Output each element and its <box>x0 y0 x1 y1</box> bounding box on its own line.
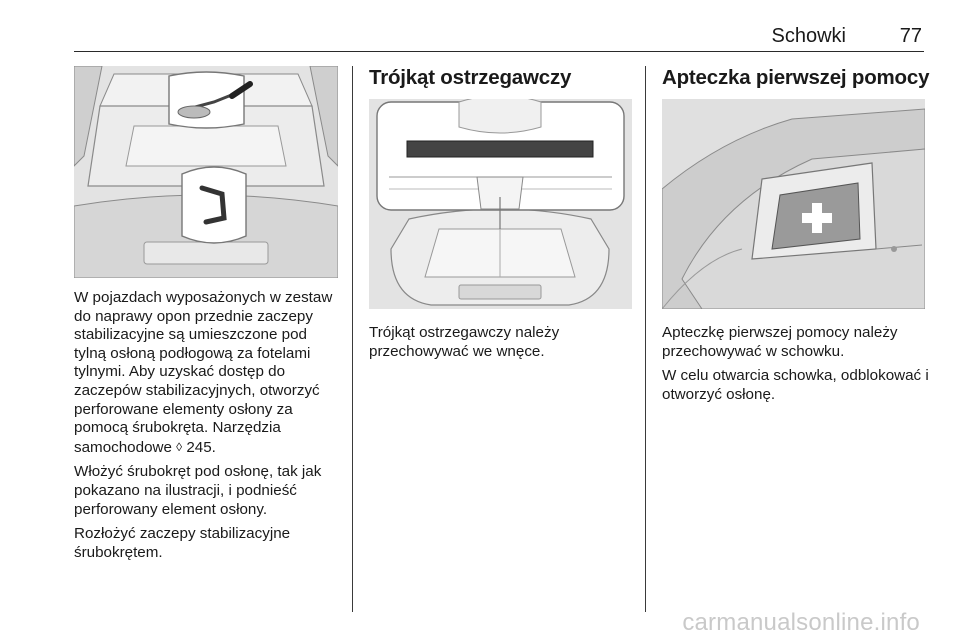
section-heading: Apteczka pierwszej pomocy <box>662 66 930 89</box>
body-text <box>369 324 637 361</box>
column-tow-hooks <box>74 66 342 568</box>
body-text <box>662 324 932 404</box>
paragraph: Apteczkę pierwszej pomocy należy przechowywać w schowku. <box>662 324 898 360</box>
paragraph: W celu otwarcia schowka, odblokować i otworzyć osłonę. <box>662 367 929 403</box>
column-first-aid-kit <box>662 66 932 410</box>
paragraph: Trójkąt ostrzegawczy należy przechowywać we wnęce. <box>369 324 560 360</box>
column-divider <box>645 66 646 612</box>
warning-triangle-illustration <box>369 99 632 309</box>
page-reference-icon: ◊ <box>176 439 183 454</box>
column-warning-triangle <box>369 66 637 367</box>
reference-page: 245. <box>186 438 216 456</box>
page-number: 77 <box>899 25 922 47</box>
body-text <box>74 289 342 562</box>
watermark: carmanualsonline.info <box>682 609 920 636</box>
section-title: Schowki <box>771 25 846 47</box>
paragraph: Rozłożyć zaczepy stabilizacyjne śrubokrętem. <box>74 525 291 561</box>
page-header <box>74 26 924 52</box>
paragraph: Włożyć śrubokręt pod osłonę, tak jak pokazano na ilustracji, i podnieść perforowany element osłony. <box>74 463 322 518</box>
trunk-floor-illustration <box>74 66 338 278</box>
first-aid-kit-illustration <box>662 99 925 309</box>
column-divider <box>352 66 353 612</box>
paragraph: W pojazdach wyposażonych w zestaw do naprawy opon przednie zaczepy stabilizacyjne są umieszczone pod tylną osłoną podłogową za fotelami tylnymi. Aby uzyskać dostęp do zaczepów stabilizacyjnych, otworzyć perforowane elementy osłony za pomocą śrubokręta. Narzędzia samochodowe ◊ 245. <box>74 289 333 456</box>
section-heading: Trójkąt ostrzegawczy <box>369 66 572 89</box>
